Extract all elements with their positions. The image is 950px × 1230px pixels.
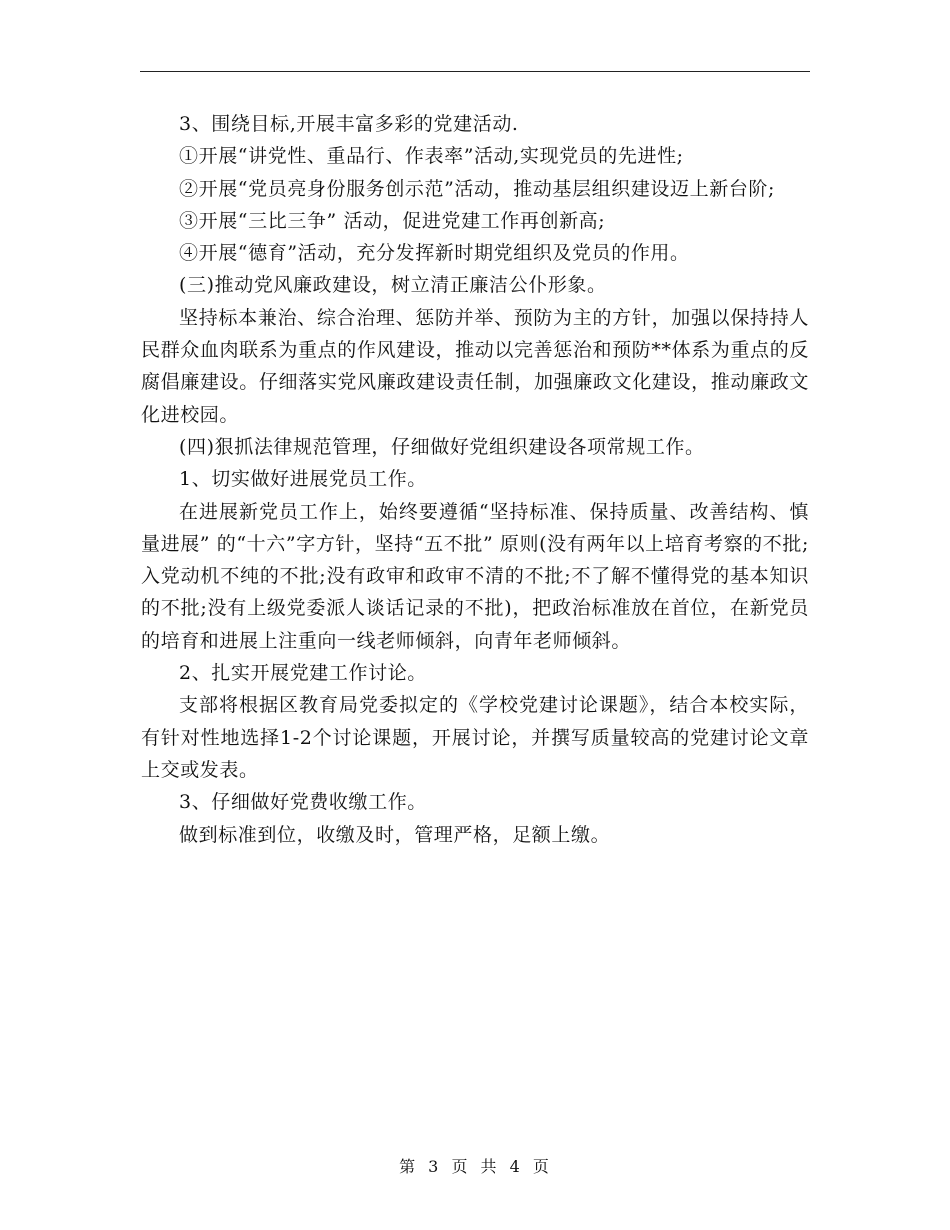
paragraph-4: ③开展“三比三争” 活动，促进党建工作再创新高; [179,209,606,232]
paragraph-7: 坚持标本兼治、综合治理、惩防并举、预防为主的方针，加强以保持持人民群众血肉联系为重点的作风建设，推动以完善惩治和预防**体系为重点的反腐倡廉建设。仔细落实党风廉政建设责任制，加强廉政文化建设，推动廉政文化进校园。 [141,306,809,426]
page-number: 第 3 页 共 4 页 [399,1157,551,1176]
header-rule [140,71,810,72]
paragraph-9: 1、切实做好进展党员工作。 [179,468,427,491]
section-heading-4: (四)狠抓法律规范管理，仔细做好党组织建设各项常规工作。 [179,435,705,458]
paragraph-5: ④开展“德育”活动，充分发挥新时期党组织及党员的作用。 [179,242,690,265]
paragraph-12: 支部将根据区教育局党委拟定的《学校党建讨论课题》，结合本校实际，有针对性地选择1-2个讨论课题，开展讨论，并撰写质量较高的党建讨论文章上交或发表。 [141,694,809,781]
paragraph-3: ②开展“党员亮身份服务创示范”活动，推动基层组织建设迈上新台阶; [179,177,776,200]
paragraph-1: 3、围绕目标,开展丰富多彩的党建活动. [179,113,519,135]
paragraph-2: ①开展“讲党性、重品行、作表率”活动,实现党员的先进性; [179,145,684,168]
paragraph-13: 3、仔细做好党费收缴工作。 [179,791,427,814]
document-body [141,108,809,851]
paragraph-11: 2、扎实开展党建工作讨论。 [179,662,427,685]
section-heading-3: (三)推动党风廉政建设，树立清正廉洁公仆形象。 [179,274,607,297]
paragraph-14: 做到标准到位，收缴及时，管理严格，足额上缴。 [179,823,611,846]
paragraph-10: 在进展新党员工作上，始终要遵循“坚持标准、保持质量、改善结构、慎量进展” 的“十六”字方针，坚持“五不批” 原则(没有两年以上培育考察的不批;入党动机不纯的不批;没有政审和政审不清的不批;不了解不懂得党的基本知识的不批;没有上级党委派人谈话记录的不批)，把政治标准放在首位，在新党员的培育和进展上注重向一线老师倾斜，向青年老师倾斜。 [141,500,809,652]
